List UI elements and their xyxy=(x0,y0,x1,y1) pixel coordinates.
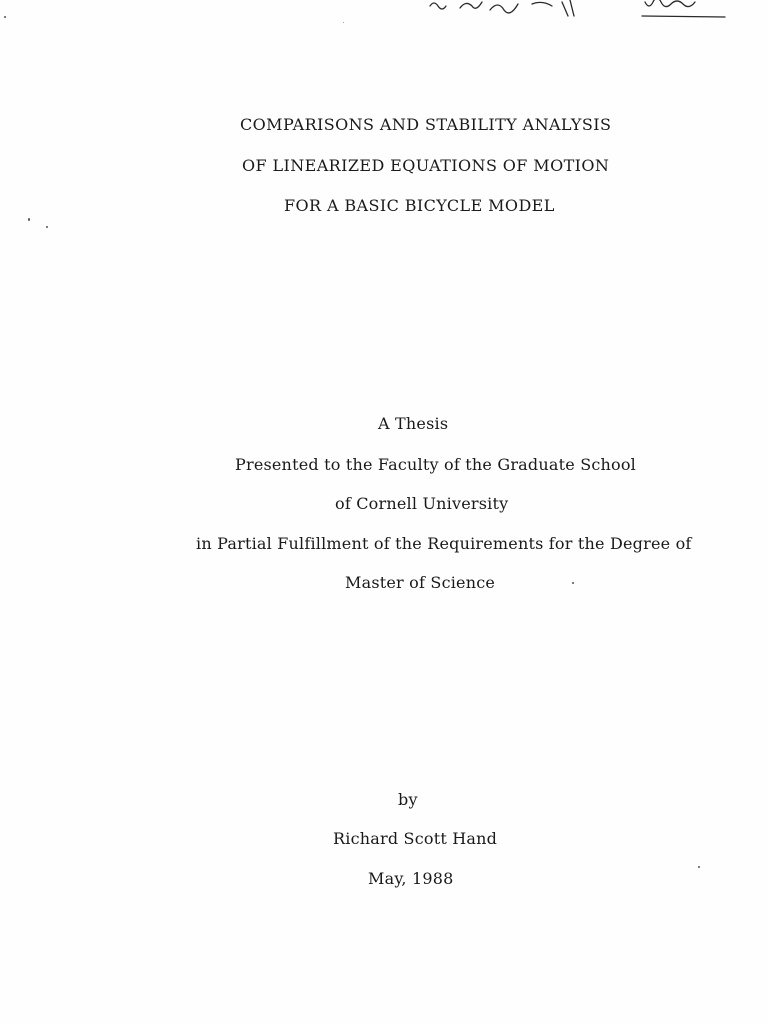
thesis-title-line-1: COMPARISONS AND STABILITY ANALYSIS xyxy=(240,115,612,134)
scan-speck xyxy=(46,226,48,228)
document-type: A Thesis xyxy=(378,414,449,433)
submission-date: May, 1988 xyxy=(368,869,454,888)
scan-speck xyxy=(343,22,344,23)
presented-to-statement: Presented to the Faculty of the Graduate School xyxy=(235,455,637,474)
author-name: Richard Scott Hand xyxy=(333,829,498,848)
scan-speck xyxy=(572,582,574,584)
degree-requirements-statement: in Partial Fulfillment of the Requirements for the Degree of xyxy=(196,534,692,553)
scan-speck xyxy=(698,866,700,868)
by-label: by xyxy=(398,790,418,809)
degree-name: Master of Science xyxy=(345,573,496,592)
handwritten-annotation-marks xyxy=(420,0,750,28)
thesis-title-line-3: FOR A BASIC BICYCLE MODEL xyxy=(284,196,555,215)
thesis-title-line-2: OF LINEARIZED EQUATIONS OF MOTION xyxy=(242,156,610,175)
institution-name: of Cornell University xyxy=(335,494,509,513)
scan-speck xyxy=(4,16,6,18)
scan-speck xyxy=(28,218,30,221)
